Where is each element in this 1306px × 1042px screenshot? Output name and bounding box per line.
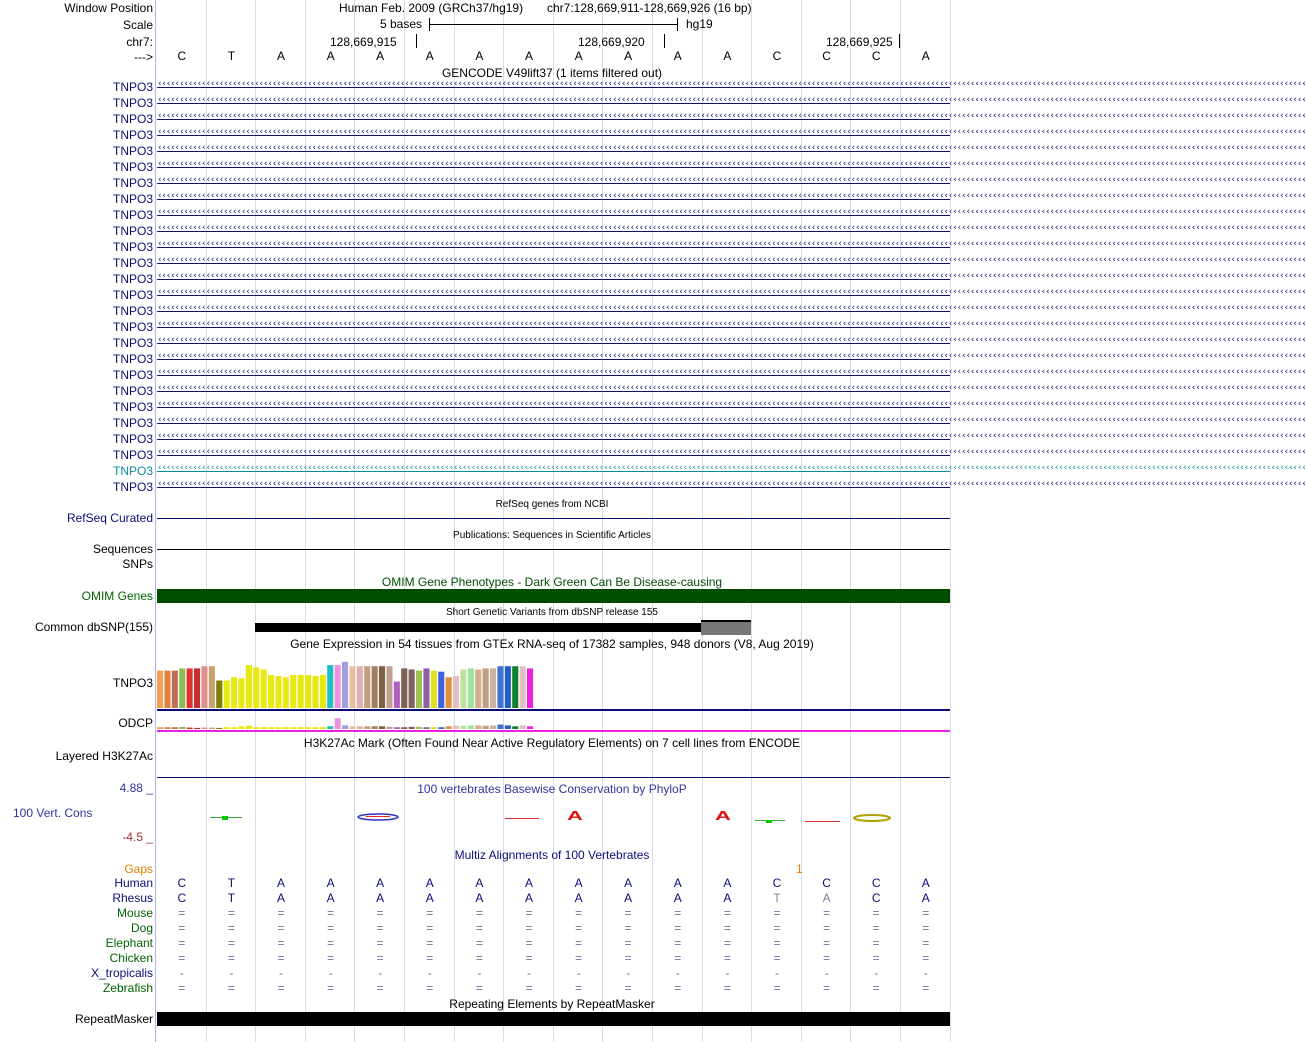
alignment-base: =: [525, 951, 533, 965]
dbsnp-track-title[interactable]: Short Genetic Variants from dbSNP release 155: [446, 607, 658, 618]
alignment-base: =: [475, 936, 483, 950]
alignment-base: =: [674, 981, 682, 995]
base-letter: C: [177, 49, 187, 63]
strand-arrows: ‹‹‹‹‹‹‹‹‹‹‹‹‹‹‹‹‹‹‹‹‹‹‹‹‹‹‹‹‹‹‹‹‹‹‹‹‹‹‹‹‹‹‹‹‹‹‹‹‹‹‹‹‹‹‹‹‹‹‹‹‹‹‹‹‹‹‹‹‹‹‹‹‹‹‹‹‹‹‹‹‹‹‹‹‹‹‹‹‹‹‹‹‹‹‹‹‹‹‹‹‹‹‹‹‹‹‹‹‹‹‹‹‹‹‹‹‹‹‹‹‹‹‹‹‹‹‹‹‹‹‹‹‹‹‹‹‹‹‹‹‹‹‹‹‹‹‹‹‹‹‹‹‹‹‹‹‹‹‹‹‹‹‹‹‹‹‹‹‹‹‹‹‹‹‹‹‹‹‹‹‹‹‹‹‹‹‹‹‹‹‹‹‹‹‹‹‹‹‹‹‹‹‹‹‹‹‹‹‹‹‹‹‹‹‹‹‹‹‹‹‹‹‹‹‹‹‹‹‹‹‹‹‹‹‹‹‹‹‹‹‹‹‹‹‹‹‹‹‹‹‹‹‹‹‹‹‹‹‹‹: [157, 143, 1306, 153]
strand-arrows: ‹‹‹‹‹‹‹‹‹‹‹‹‹‹‹‹‹‹‹‹‹‹‹‹‹‹‹‹‹‹‹‹‹‹‹‹‹‹‹‹‹‹‹‹‹‹‹‹‹‹‹‹‹‹‹‹‹‹‹‹‹‹‹‹‹‹‹‹‹‹‹‹‹‹‹‹‹‹‹‹‹‹‹‹‹‹‹‹‹‹‹‹‹‹‹‹‹‹‹‹‹‹‹‹‹‹‹‹‹‹‹‹‹‹‹‹‹‹‹‹‹‹‹‹‹‹‹‹‹‹‹‹‹‹‹‹‹‹‹‹‹‹‹‹‹‹‹‹‹‹‹‹‹‹‹‹‹‹‹‹‹‹‹‹‹‹‹‹‹‹‹‹‹‹‹‹‹‹‹‹‹‹‹‹‹‹‹‹‹‹‹‹‹‹‹‹‹‹‹‹‹‹‹‹‹‹‹‹‹‹‹‹‹‹‹‹‹‹‹‹‹‹‹‹‹‹‹‹‹‹‹‹‹‹‹‹‹‹‹‹‹‹‹‹‹‹‹‹‹‹‹‹‹‹‹‹‹‹‹‹: [157, 95, 1306, 105]
gencode-item-label[interactable]: TNPO3: [112, 480, 153, 494]
alignment-base: -: [427, 966, 432, 980]
dbsnp-track-label[interactable]: Common dbSNP(155): [34, 620, 153, 634]
alignment-base: =: [723, 906, 731, 920]
alignment-base: =: [277, 921, 285, 935]
alignment-base: =: [475, 951, 483, 965]
position-text: chr7:128,669,911-128,669,926 (16 bp): [547, 1, 752, 15]
strand-arrows: ‹‹‹‹‹‹‹‹‹‹‹‹‹‹‹‹‹‹‹‹‹‹‹‹‹‹‹‹‹‹‹‹‹‹‹‹‹‹‹‹‹‹‹‹‹‹‹‹‹‹‹‹‹‹‹‹‹‹‹‹‹‹‹‹‹‹‹‹‹‹‹‹‹‹‹‹‹‹‹‹‹‹‹‹‹‹‹‹‹‹‹‹‹‹‹‹‹‹‹‹‹‹‹‹‹‹‹‹‹‹‹‹‹‹‹‹‹‹‹‹‹‹‹‹‹‹‹‹‹‹‹‹‹‹‹‹‹‹‹‹‹‹‹‹‹‹‹‹‹‹‹‹‹‹‹‹‹‹‹‹‹‹‹‹‹‹‹‹‹‹‹‹‹‹‹‹‹‹‹‹‹‹‹‹‹‹‹‹‹‹‹‹‹‹‹‹‹‹‹‹‹‹‹‹‹‹‹‹‹‹‹‹‹‹‹‹‹‹‹‹‹‹‹‹‹‹‹‹‹‹‹‹‹‹‹‹‹‹‹‹‹‹‹‹‹‹‹‹‹‹‹‹‹‹‹‹‹‹‹‹: [157, 415, 1306, 425]
alignment-base: =: [922, 951, 930, 965]
alignment-base: =: [723, 936, 731, 950]
alignment-base: =: [327, 951, 335, 965]
alignment-base: A: [276, 876, 285, 890]
species-label[interactable]: Rhesus: [112, 891, 153, 905]
strand-arrows: ‹‹‹‹‹‹‹‹‹‹‹‹‹‹‹‹‹‹‹‹‹‹‹‹‹‹‹‹‹‹‹‹‹‹‹‹‹‹‹‹‹‹‹‹‹‹‹‹‹‹‹‹‹‹‹‹‹‹‹‹‹‹‹‹‹‹‹‹‹‹‹‹‹‹‹‹‹‹‹‹‹‹‹‹‹‹‹‹‹‹‹‹‹‹‹‹‹‹‹‹‹‹‹‹‹‹‹‹‹‹‹‹‹‹‹‹‹‹‹‹‹‹‹‹‹‹‹‹‹‹‹‹‹‹‹‹‹‹‹‹‹‹‹‹‹‹‹‹‹‹‹‹‹‹‹‹‹‹‹‹‹‹‹‹‹‹‹‹‹‹‹‹‹‹‹‹‹‹‹‹‹‹‹‹‹‹‹‹‹‹‹‹‹‹‹‹‹‹‹‹‹‹‹‹‹‹‹‹‹‹‹‹‹‹‹‹‹‹‹‹‹‹‹‹‹‹‹‹‹‹‹‹‹‹‹‹‹‹‹‹‹‹‹‹‹‹‹‹‹‹‹‹‹‹‹‹‹‹‹‹: [157, 207, 1306, 217]
gaps-label[interactable]: Gaps: [124, 862, 153, 876]
base-letter: A: [524, 49, 533, 63]
gencode-item-label[interactable]: TNPO3: [112, 320, 153, 334]
alignment-base: =: [426, 981, 434, 995]
h3k27ac-track-title[interactable]: H3K27Ac Mark (Often Found Near Active Regulatory Elements) on 7 cell lines from ENCODE: [303, 736, 801, 750]
alignment-base: =: [872, 981, 880, 995]
alignment-base: =: [475, 921, 483, 935]
alignment-base: =: [277, 951, 285, 965]
alignment-base: =: [426, 906, 434, 920]
phylop-logo-glyphs: [210, 808, 890, 823]
refseq-track-label[interactable]: RefSeq Curated: [66, 511, 153, 525]
alignment-base: =: [227, 906, 235, 920]
base-letter: A: [376, 49, 385, 63]
coord-tick-label: 128,669,915: [330, 35, 397, 49]
alignment-base: A: [425, 876, 434, 890]
svg-text:A: A: [715, 808, 731, 823]
assembly-title: Human Feb. 2009 (GRCh37/hg19): [339, 1, 524, 15]
alignment-base: =: [624, 936, 632, 950]
strand-arrows: ‹‹‹‹‹‹‹‹‹‹‹‹‹‹‹‹‹‹‹‹‹‹‹‹‹‹‹‹‹‹‹‹‹‹‹‹‹‹‹‹‹‹‹‹‹‹‹‹‹‹‹‹‹‹‹‹‹‹‹‹‹‹‹‹‹‹‹‹‹‹‹‹‹‹‹‹‹‹‹‹‹‹‹‹‹‹‹‹‹‹‹‹‹‹‹‹‹‹‹‹‹‹‹‹‹‹‹‹‹‹‹‹‹‹‹‹‹‹‹‹‹‹‹‹‹‹‹‹‹‹‹‹‹‹‹‹‹‹‹‹‹‹‹‹‹‹‹‹‹‹‹‹‹‹‹‹‹‹‹‹‹‹‹‹‹‹‹‹‹‹‹‹‹‹‹‹‹‹‹‹‹‹‹‹‹‹‹‹‹‹‹‹‹‹‹‹‹‹‹‹‹‹‹‹‹‹‹‹‹‹‹‹‹‹‹‹‹‹‹‹‹‹‹‹‹‹‹‹‹‹‹‹‹‹‹‹‹‹‹‹‹‹‹‹‹‹‹‹‹‹‹‹‹‹‹‹‹‹‹‹: [157, 111, 1306, 121]
alignment-base: =: [227, 951, 235, 965]
alignment-base: =: [178, 951, 186, 965]
alignment-base: -: [328, 966, 333, 980]
alignment-base: =: [475, 906, 483, 920]
gencode-item-label[interactable]: TNPO3: [112, 416, 153, 430]
alignment-base: A: [524, 876, 533, 890]
alignment-base: =: [426, 921, 434, 935]
alignment-base: A: [574, 876, 583, 890]
alignment-base: =: [227, 981, 235, 995]
species-label[interactable]: Elephant: [105, 936, 153, 950]
alignment-base: =: [922, 906, 930, 920]
gencode-item-label[interactable]: TNPO3: [112, 240, 153, 254]
phylop-min-label: -4.5 _: [122, 830, 153, 844]
alignment-base: C: [177, 876, 187, 890]
alignment-base: =: [277, 981, 285, 995]
gencode-item-label[interactable]: TNPO3: [112, 336, 153, 350]
gencode-item-label[interactable]: TNPO3: [112, 144, 153, 158]
chrom-label: chr7:: [126, 35, 153, 49]
alignment-base: =: [674, 936, 682, 950]
alignment-base: =: [773, 921, 781, 935]
alignment-base: A: [425, 891, 434, 905]
alignment-base: -: [923, 966, 928, 980]
alignment-base: A: [326, 891, 335, 905]
strand-arrows: ‹‹‹‹‹‹‹‹‹‹‹‹‹‹‹‹‹‹‹‹‹‹‹‹‹‹‹‹‹‹‹‹‹‹‹‹‹‹‹‹‹‹‹‹‹‹‹‹‹‹‹‹‹‹‹‹‹‹‹‹‹‹‹‹‹‹‹‹‹‹‹‹‹‹‹‹‹‹‹‹‹‹‹‹‹‹‹‹‹‹‹‹‹‹‹‹‹‹‹‹‹‹‹‹‹‹‹‹‹‹‹‹‹‹‹‹‹‹‹‹‹‹‹‹‹‹‹‹‹‹‹‹‹‹‹‹‹‹‹‹‹‹‹‹‹‹‹‹‹‹‹‹‹‹‹‹‹‹‹‹‹‹‹‹‹‹‹‹‹‹‹‹‹‹‹‹‹‹‹‹‹‹‹‹‹‹‹‹‹‹‹‹‹‹‹‹‹‹‹‹‹‹‹‹‹‹‹‹‹‹‹‹‹‹‹‹‹‹‹‹‹‹‹‹‹‹‹‹‹‹‹‹‹‹‹‹‹‹‹‹‹‹‹‹‹‹‹‹‹‹‹‹‹‹‹‹‹‹‹‹: [157, 319, 1306, 329]
alignment-base: -: [824, 966, 829, 980]
alignment-base: =: [674, 951, 682, 965]
alignment-base: =: [376, 981, 384, 995]
alignment-base: =: [773, 981, 781, 995]
gencode-item-label[interactable]: TNPO3: [112, 160, 153, 174]
alignment-base: =: [525, 906, 533, 920]
multiz-track-title[interactable]: Multiz Alignments of 100 Vertebrates: [454, 848, 650, 862]
strand-arrows: ‹‹‹‹‹‹‹‹‹‹‹‹‹‹‹‹‹‹‹‹‹‹‹‹‹‹‹‹‹‹‹‹‹‹‹‹‹‹‹‹‹‹‹‹‹‹‹‹‹‹‹‹‹‹‹‹‹‹‹‹‹‹‹‹‹‹‹‹‹‹‹‹‹‹‹‹‹‹‹‹‹‹‹‹‹‹‹‹‹‹‹‹‹‹‹‹‹‹‹‹‹‹‹‹‹‹‹‹‹‹‹‹‹‹‹‹‹‹‹‹‹‹‹‹‹‹‹‹‹‹‹‹‹‹‹‹‹‹‹‹‹‹‹‹‹‹‹‹‹‹‹‹‹‹‹‹‹‹‹‹‹‹‹‹‹‹‹‹‹‹‹‹‹‹‹‹‹‹‹‹‹‹‹‹‹‹‹‹‹‹‹‹‹‹‹‹‹‹‹‹‹‹‹‹‹‹‹‹‹‹‹‹‹‹‹‹‹‹‹‹‹‹‹‹‹‹‹‹‹‹‹‹‹‹‹‹‹‹‹‹‹‹‹‹‹‹‹‹‹‹‹‹‹‹‹‹‹‹‹‹: [157, 127, 1306, 137]
alignment-base: =: [525, 981, 533, 995]
base-letter: A: [475, 49, 484, 63]
strand-arrows: ‹‹‹‹‹‹‹‹‹‹‹‹‹‹‹‹‹‹‹‹‹‹‹‹‹‹‹‹‹‹‹‹‹‹‹‹‹‹‹‹‹‹‹‹‹‹‹‹‹‹‹‹‹‹‹‹‹‹‹‹‹‹‹‹‹‹‹‹‹‹‹‹‹‹‹‹‹‹‹‹‹‹‹‹‹‹‹‹‹‹‹‹‹‹‹‹‹‹‹‹‹‹‹‹‹‹‹‹‹‹‹‹‹‹‹‹‹‹‹‹‹‹‹‹‹‹‹‹‹‹‹‹‹‹‹‹‹‹‹‹‹‹‹‹‹‹‹‹‹‹‹‹‹‹‹‹‹‹‹‹‹‹‹‹‹‹‹‹‹‹‹‹‹‹‹‹‹‹‹‹‹‹‹‹‹‹‹‹‹‹‹‹‹‹‹‹‹‹‹‹‹‹‹‹‹‹‹‹‹‹‹‹‹‹‹‹‹‹‹‹‹‹‹‹‹‹‹‹‹‹‹‹‹‹‹‹‹‹‹‹‹‹‹‹‹‹‹‹‹‹‹‹‹‹‹‹‹‹‹‹: [157, 79, 1306, 89]
coord-tick-label: 128,669,920: [578, 35, 645, 49]
alignment-base: A: [624, 891, 633, 905]
strand-arrows: ‹‹‹‹‹‹‹‹‹‹‹‹‹‹‹‹‹‹‹‹‹‹‹‹‹‹‹‹‹‹‹‹‹‹‹‹‹‹‹‹‹‹‹‹‹‹‹‹‹‹‹‹‹‹‹‹‹‹‹‹‹‹‹‹‹‹‹‹‹‹‹‹‹‹‹‹‹‹‹‹‹‹‹‹‹‹‹‹‹‹‹‹‹‹‹‹‹‹‹‹‹‹‹‹‹‹‹‹‹‹‹‹‹‹‹‹‹‹‹‹‹‹‹‹‹‹‹‹‹‹‹‹‹‹‹‹‹‹‹‹‹‹‹‹‹‹‹‹‹‹‹‹‹‹‹‹‹‹‹‹‹‹‹‹‹‹‹‹‹‹‹‹‹‹‹‹‹‹‹‹‹‹‹‹‹‹‹‹‹‹‹‹‹‹‹‹‹‹‹‹‹‹‹‹‹‹‹‹‹‹‹‹‹‹‹‹‹‹‹‹‹‹‹‹‹‹‹‹‹‹‹‹‹‹‹‹‹‹‹‹‹‹‹‹‹‹‹‹‹‹‹‹‹‹‹‹‹‹‹‹: [157, 351, 1306, 361]
alignment-base: =: [773, 906, 781, 920]
alignment-base: =: [872, 906, 880, 920]
species-label[interactable]: Mouse: [116, 906, 153, 920]
alignment-base: A: [673, 876, 682, 890]
db-label: hg19: [686, 17, 713, 31]
alignment-base: -: [626, 966, 631, 980]
alignment-base: =: [773, 951, 781, 965]
alignment-base: A: [326, 876, 335, 890]
alignment-base: =: [872, 951, 880, 965]
gencode-item-label[interactable]: TNPO3: [112, 464, 153, 478]
alignment-base: =: [872, 921, 880, 935]
alignment-base: =: [674, 921, 682, 935]
alignment-base: =: [475, 981, 483, 995]
alignment-base: C: [871, 891, 881, 905]
alignment-base: =: [376, 906, 384, 920]
alignment-base: =: [327, 921, 335, 935]
alignment-base: =: [376, 921, 384, 935]
alignment-base: =: [872, 936, 880, 950]
alignment-base: =: [327, 936, 335, 950]
gencode-item-label[interactable]: TNPO3: [112, 192, 153, 206]
strand-arrows: ‹‹‹‹‹‹‹‹‹‹‹‹‹‹‹‹‹‹‹‹‹‹‹‹‹‹‹‹‹‹‹‹‹‹‹‹‹‹‹‹‹‹‹‹‹‹‹‹‹‹‹‹‹‹‹‹‹‹‹‹‹‹‹‹‹‹‹‹‹‹‹‹‹‹‹‹‹‹‹‹‹‹‹‹‹‹‹‹‹‹‹‹‹‹‹‹‹‹‹‹‹‹‹‹‹‹‹‹‹‹‹‹‹‹‹‹‹‹‹‹‹‹‹‹‹‹‹‹‹‹‹‹‹‹‹‹‹‹‹‹‹‹‹‹‹‹‹‹‹‹‹‹‹‹‹‹‹‹‹‹‹‹‹‹‹‹‹‹‹‹‹‹‹‹‹‹‹‹‹‹‹‹‹‹‹‹‹‹‹‹‹‹‹‹‹‹‹‹‹‹‹‹‹‹‹‹‹‹‹‹‹‹‹‹‹‹‹‹‹‹‹‹‹‹‹‹‹‹‹‹‹‹‹‹‹‹‹‹‹‹‹‹‹‹‹‹‹‹‹‹‹‹‹‹‹‹‹‹‹‹: [157, 479, 1306, 489]
scale-label: Scale: [122, 18, 153, 32]
strand-arrows: ‹‹‹‹‹‹‹‹‹‹‹‹‹‹‹‹‹‹‹‹‹‹‹‹‹‹‹‹‹‹‹‹‹‹‹‹‹‹‹‹‹‹‹‹‹‹‹‹‹‹‹‹‹‹‹‹‹‹‹‹‹‹‹‹‹‹‹‹‹‹‹‹‹‹‹‹‹‹‹‹‹‹‹‹‹‹‹‹‹‹‹‹‹‹‹‹‹‹‹‹‹‹‹‹‹‹‹‹‹‹‹‹‹‹‹‹‹‹‹‹‹‹‹‹‹‹‹‹‹‹‹‹‹‹‹‹‹‹‹‹‹‹‹‹‹‹‹‹‹‹‹‹‹‹‹‹‹‹‹‹‹‹‹‹‹‹‹‹‹‹‹‹‹‹‹‹‹‹‹‹‹‹‹‹‹‹‹‹‹‹‹‹‹‹‹‹‹‹‹‹‹‹‹‹‹‹‹‹‹‹‹‹‹‹‹‹‹‹‹‹‹‹‹‹‹‹‹‹‹‹‹‹‹‹‹‹‹‹‹‹‹‹‹‹‹‹‹‹‹‹‹‹‹‹‹‹‹‹‹‹: [157, 255, 1306, 265]
base-letter: C: [822, 49, 831, 63]
alignment-base: -: [477, 966, 482, 980]
alignment-base: =: [426, 936, 434, 950]
base-letter: A: [425, 49, 434, 63]
alignment-base: =: [178, 906, 186, 920]
omim-track-title[interactable]: OMIM Gene Phenotypes - Dark Green Can Be Disease-causing: [381, 575, 723, 589]
scale-text: 5 bases: [380, 17, 423, 31]
repeatmasker-track-title[interactable]: Repeating Elements by RepeatMasker: [449, 997, 655, 1011]
strand-arrows: ‹‹‹‹‹‹‹‹‹‹‹‹‹‹‹‹‹‹‹‹‹‹‹‹‹‹‹‹‹‹‹‹‹‹‹‹‹‹‹‹‹‹‹‹‹‹‹‹‹‹‹‹‹‹‹‹‹‹‹‹‹‹‹‹‹‹‹‹‹‹‹‹‹‹‹‹‹‹‹‹‹‹‹‹‹‹‹‹‹‹‹‹‹‹‹‹‹‹‹‹‹‹‹‹‹‹‹‹‹‹‹‹‹‹‹‹‹‹‹‹‹‹‹‹‹‹‹‹‹‹‹‹‹‹‹‹‹‹‹‹‹‹‹‹‹‹‹‹‹‹‹‹‹‹‹‹‹‹‹‹‹‹‹‹‹‹‹‹‹‹‹‹‹‹‹‹‹‹‹‹‹‹‹‹‹‹‹‹‹‹‹‹‹‹‹‹‹‹‹‹‹‹‹‹‹‹‹‹‹‹‹‹‹‹‹‹‹‹‹‹‹‹‹‹‹‹‹‹‹‹‹‹‹‹‹‹‹‹‹‹‹‹‹‹‹‹‹‹‹‹‹‹‹‹‹‹‹‹‹‹: [157, 159, 1306, 169]
alignment-base: A: [921, 891, 930, 905]
base-letter: A: [276, 49, 285, 63]
grid-line: [950, 0, 951, 1042]
svg-text:A: A: [567, 808, 583, 823]
gencode-item-label[interactable]: TNPO3: [112, 256, 153, 270]
alignment-base: =: [525, 936, 533, 950]
alignment-base: =: [178, 981, 186, 995]
strand-arrows: ‹‹‹‹‹‹‹‹‹‹‹‹‹‹‹‹‹‹‹‹‹‹‹‹‹‹‹‹‹‹‹‹‹‹‹‹‹‹‹‹‹‹‹‹‹‹‹‹‹‹‹‹‹‹‹‹‹‹‹‹‹‹‹‹‹‹‹‹‹‹‹‹‹‹‹‹‹‹‹‹‹‹‹‹‹‹‹‹‹‹‹‹‹‹‹‹‹‹‹‹‹‹‹‹‹‹‹‹‹‹‹‹‹‹‹‹‹‹‹‹‹‹‹‹‹‹‹‹‹‹‹‹‹‹‹‹‹‹‹‹‹‹‹‹‹‹‹‹‹‹‹‹‹‹‹‹‹‹‹‹‹‹‹‹‹‹‹‹‹‹‹‹‹‹‹‹‹‹‹‹‹‹‹‹‹‹‹‹‹‹‹‹‹‹‹‹‹‹‹‹‹‹‹‹‹‹‹‹‹‹‹‹‹‹‹‹‹‹‹‹‹‹‹‹‹‹‹‹‹‹‹‹‹‹‹‹‹‹‹‹‹‹‹‹‹‹‹‹‹‹‹‹‹‹‹‹‹‹‹‹: [157, 383, 1306, 393]
alignment-base: -: [229, 966, 234, 980]
base-letter: A: [921, 49, 930, 63]
alignment-base: =: [624, 906, 632, 920]
alignment-base: =: [376, 936, 384, 950]
window-position-label: Window Position: [64, 1, 153, 15]
sequences-track-label[interactable]: Sequences: [92, 542, 153, 556]
species-label[interactable]: Human: [114, 876, 153, 890]
alignment-base: =: [575, 951, 583, 965]
alignment-base: A: [822, 891, 831, 905]
gencode-item-label[interactable]: TNPO3: [112, 224, 153, 238]
repeatmasker-bar[interactable]: [157, 1012, 950, 1026]
gap-marker: 1: [796, 862, 803, 876]
alignment-base: =: [327, 981, 335, 995]
alignment-base: =: [823, 951, 831, 965]
gencode-item-label[interactable]: TNPO3: [112, 208, 153, 222]
alignment-base: C: [177, 891, 187, 905]
alignment-base: =: [575, 921, 583, 935]
alignment-base: =: [624, 981, 632, 995]
gencode-item-label[interactable]: TNPO3: [112, 432, 153, 446]
gencode-item-label[interactable]: TNPO3: [112, 368, 153, 382]
alignment-base: =: [922, 936, 930, 950]
gencode-item-label[interactable]: TNPO3: [112, 400, 153, 414]
strand-arrows: ‹‹‹‹‹‹‹‹‹‹‹‹‹‹‹‹‹‹‹‹‹‹‹‹‹‹‹‹‹‹‹‹‹‹‹‹‹‹‹‹‹‹‹‹‹‹‹‹‹‹‹‹‹‹‹‹‹‹‹‹‹‹‹‹‹‹‹‹‹‹‹‹‹‹‹‹‹‹‹‹‹‹‹‹‹‹‹‹‹‹‹‹‹‹‹‹‹‹‹‹‹‹‹‹‹‹‹‹‹‹‹‹‹‹‹‹‹‹‹‹‹‹‹‹‹‹‹‹‹‹‹‹‹‹‹‹‹‹‹‹‹‹‹‹‹‹‹‹‹‹‹‹‹‹‹‹‹‹‹‹‹‹‹‹‹‹‹‹‹‹‹‹‹‹‹‹‹‹‹‹‹‹‹‹‹‹‹‹‹‹‹‹‹‹‹‹‹‹‹‹‹‹‹‹‹‹‹‹‹‹‹‹‹‹‹‹‹‹‹‹‹‹‹‹‹‹‹‹‹‹‹‹‹‹‹‹‹‹‹‹‹‹‹‹‹‹‹‹‹‹‹‹‹‹‹‹‹‹‹‹: [157, 239, 1306, 249]
base-letter: C: [871, 49, 881, 63]
strand-arrows: ‹‹‹‹‹‹‹‹‹‹‹‹‹‹‹‹‹‹‹‹‹‹‹‹‹‹‹‹‹‹‹‹‹‹‹‹‹‹‹‹‹‹‹‹‹‹‹‹‹‹‹‹‹‹‹‹‹‹‹‹‹‹‹‹‹‹‹‹‹‹‹‹‹‹‹‹‹‹‹‹‹‹‹‹‹‹‹‹‹‹‹‹‹‹‹‹‹‹‹‹‹‹‹‹‹‹‹‹‹‹‹‹‹‹‹‹‹‹‹‹‹‹‹‹‹‹‹‹‹‹‹‹‹‹‹‹‹‹‹‹‹‹‹‹‹‹‹‹‹‹‹‹‹‹‹‹‹‹‹‹‹‹‹‹‹‹‹‹‹‹‹‹‹‹‹‹‹‹‹‹‹‹‹‹‹‹‹‹‹‹‹‹‹‹‹‹‹‹‹‹‹‹‹‹‹‹‹‹‹‹‹‹‹‹‹‹‹‹‹‹‹‹‹‹‹‹‹‹‹‹‹‹‹‹‹‹‹‹‹‹‹‹‹‹‹‹‹‹‹‹‹‹‹‹‹‹‹‹‹‹: [157, 223, 1306, 233]
alignment-base: =: [575, 981, 583, 995]
gencode-item-label[interactable]: TNPO3: [112, 112, 153, 126]
alignment-base: =: [773, 936, 781, 950]
gencode-item-label[interactable]: TNPO3: [112, 80, 153, 94]
alignment-base: =: [327, 906, 335, 920]
gencode-track-title[interactable]: GENCODE V49lift37 (1 items filtered out): [441, 66, 663, 80]
alignment-base: =: [376, 951, 384, 965]
alignment-base: =: [823, 906, 831, 920]
alignment-base: C: [772, 876, 782, 890]
alignment-base: =: [922, 981, 930, 995]
alignment-base: =: [723, 921, 731, 935]
alignment-base: =: [624, 921, 632, 935]
strand-arrows: ‹‹‹‹‹‹‹‹‹‹‹‹‹‹‹‹‹‹‹‹‹‹‹‹‹‹‹‹‹‹‹‹‹‹‹‹‹‹‹‹‹‹‹‹‹‹‹‹‹‹‹‹‹‹‹‹‹‹‹‹‹‹‹‹‹‹‹‹‹‹‹‹‹‹‹‹‹‹‹‹‹‹‹‹‹‹‹‹‹‹‹‹‹‹‹‹‹‹‹‹‹‹‹‹‹‹‹‹‹‹‹‹‹‹‹‹‹‹‹‹‹‹‹‹‹‹‹‹‹‹‹‹‹‹‹‹‹‹‹‹‹‹‹‹‹‹‹‹‹‹‹‹‹‹‹‹‹‹‹‹‹‹‹‹‹‹‹‹‹‹‹‹‹‹‹‹‹‹‹‹‹‹‹‹‹‹‹‹‹‹‹‹‹‹‹‹‹‹‹‹‹‹‹‹‹‹‹‹‹‹‹‹‹‹‹‹‹‹‹‹‹‹‹‹‹‹‹‹‹‹‹‹‹‹‹‹‹‹‹‹‹‹‹‹‹‹‹‹‹‹‹‹‹‹‹‹‹‹‹‹: [157, 447, 1306, 457]
repeatmasker-track-label[interactable]: RepeatMasker: [74, 1012, 153, 1026]
alignment-base: =: [277, 936, 285, 950]
alignment-base: =: [723, 951, 731, 965]
refseq-track-title[interactable]: RefSeq genes from NCBI: [495, 499, 609, 510]
alignment-base: A: [376, 876, 385, 890]
strand-arrows: ‹‹‹‹‹‹‹‹‹‹‹‹‹‹‹‹‹‹‹‹‹‹‹‹‹‹‹‹‹‹‹‹‹‹‹‹‹‹‹‹‹‹‹‹‹‹‹‹‹‹‹‹‹‹‹‹‹‹‹‹‹‹‹‹‹‹‹‹‹‹‹‹‹‹‹‹‹‹‹‹‹‹‹‹‹‹‹‹‹‹‹‹‹‹‹‹‹‹‹‹‹‹‹‹‹‹‹‹‹‹‹‹‹‹‹‹‹‹‹‹‹‹‹‹‹‹‹‹‹‹‹‹‹‹‹‹‹‹‹‹‹‹‹‹‹‹‹‹‹‹‹‹‹‹‹‹‹‹‹‹‹‹‹‹‹‹‹‹‹‹‹‹‹‹‹‹‹‹‹‹‹‹‹‹‹‹‹‹‹‹‹‹‹‹‹‹‹‹‹‹‹‹‹‹‹‹‹‹‹‹‹‹‹‹‹‹‹‹‹‹‹‹‹‹‹‹‹‹‹‹‹‹‹‹‹‹‹‹‹‹‹‹‹‹‹‹‹‹‹‹‹‹‹‹‹‹‹‹‹‹: [157, 463, 1306, 473]
alignment-base: C: [871, 876, 881, 890]
alignment-base: A: [475, 891, 484, 905]
gencode-item-label[interactable]: TNPO3: [112, 384, 153, 398]
base-letter: A: [673, 49, 682, 63]
alignment-base: =: [227, 921, 235, 935]
alignment-base: -: [775, 966, 779, 980]
alignment-base: -: [378, 966, 383, 980]
alignment-base: T: [227, 891, 236, 905]
base-letter: A: [624, 49, 633, 63]
alignment-base: A: [624, 876, 633, 890]
phylop-max-label: 4.88 _: [119, 781, 153, 795]
coord-tick-label: 128,669,925: [826, 35, 893, 49]
species-label[interactable]: Dog: [130, 921, 153, 935]
strand-label: --->: [134, 50, 153, 64]
alignment-base: A: [475, 876, 484, 890]
alignment-base: A: [276, 891, 285, 905]
alignment-base: =: [575, 936, 583, 950]
alignment-base: A: [524, 891, 533, 905]
species-label[interactable]: Zebrafish: [102, 981, 153, 995]
alignment-base: =: [823, 981, 831, 995]
alignment-base: =: [922, 921, 930, 935]
gencode-item-label[interactable]: TNPO3: [112, 448, 153, 462]
strand-arrows: ‹‹‹‹‹‹‹‹‹‹‹‹‹‹‹‹‹‹‹‹‹‹‹‹‹‹‹‹‹‹‹‹‹‹‹‹‹‹‹‹‹‹‹‹‹‹‹‹‹‹‹‹‹‹‹‹‹‹‹‹‹‹‹‹‹‹‹‹‹‹‹‹‹‹‹‹‹‹‹‹‹‹‹‹‹‹‹‹‹‹‹‹‹‹‹‹‹‹‹‹‹‹‹‹‹‹‹‹‹‹‹‹‹‹‹‹‹‹‹‹‹‹‹‹‹‹‹‹‹‹‹‹‹‹‹‹‹‹‹‹‹‹‹‹‹‹‹‹‹‹‹‹‹‹‹‹‹‹‹‹‹‹‹‹‹‹‹‹‹‹‹‹‹‹‹‹‹‹‹‹‹‹‹‹‹‹‹‹‹‹‹‹‹‹‹‹‹‹‹‹‹‹‹‹‹‹‹‹‹‹‹‹‹‹‹‹‹‹‹‹‹‹‹‹‹‹‹‹‹‹‹‹‹‹‹‹‹‹‹‹‹‹‹‹‹‹‹‹‹‹‹‹‹‹‹‹‹‹‹‹: [157, 287, 1306, 297]
base-letter: A: [326, 49, 335, 63]
species-label[interactable]: X_tropicalis: [90, 966, 153, 980]
gencode-item-label[interactable]: TNPO3: [112, 272, 153, 286]
base-letter: T: [227, 49, 236, 63]
alignment-base: -: [279, 966, 283, 980]
gencode-item-label[interactable]: TNPO3: [112, 304, 153, 318]
alignment-base: A: [574, 891, 583, 905]
alignment-base: -: [874, 966, 879, 980]
alignment-base: -: [576, 966, 581, 980]
phylop-track-label[interactable]: 100 Vert. Cons: [13, 806, 93, 820]
gtex-gene-label-tnpo3[interactable]: TNPO3: [112, 676, 153, 690]
strand-arrows: ‹‹‹‹‹‹‹‹‹‹‹‹‹‹‹‹‹‹‹‹‹‹‹‹‹‹‹‹‹‹‹‹‹‹‹‹‹‹‹‹‹‹‹‹‹‹‹‹‹‹‹‹‹‹‹‹‹‹‹‹‹‹‹‹‹‹‹‹‹‹‹‹‹‹‹‹‹‹‹‹‹‹‹‹‹‹‹‹‹‹‹‹‹‹‹‹‹‹‹‹‹‹‹‹‹‹‹‹‹‹‹‹‹‹‹‹‹‹‹‹‹‹‹‹‹‹‹‹‹‹‹‹‹‹‹‹‹‹‹‹‹‹‹‹‹‹‹‹‹‹‹‹‹‹‹‹‹‹‹‹‹‹‹‹‹‹‹‹‹‹‹‹‹‹‹‹‹‹‹‹‹‹‹‹‹‹‹‹‹‹‹‹‹‹‹‹‹‹‹‹‹‹‹‹‹‹‹‹‹‹‹‹‹‹‹‹‹‹‹‹‹‹‹‹‹‹‹‹‹‹‹‹‹‹‹‹‹‹‹‹‹‹‹‹‹‹‹‹‹‹‹‹‹‹‹‹‹‹‹‹: [157, 335, 1306, 345]
strand-arrows: ‹‹‹‹‹‹‹‹‹‹‹‹‹‹‹‹‹‹‹‹‹‹‹‹‹‹‹‹‹‹‹‹‹‹‹‹‹‹‹‹‹‹‹‹‹‹‹‹‹‹‹‹‹‹‹‹‹‹‹‹‹‹‹‹‹‹‹‹‹‹‹‹‹‹‹‹‹‹‹‹‹‹‹‹‹‹‹‹‹‹‹‹‹‹‹‹‹‹‹‹‹‹‹‹‹‹‹‹‹‹‹‹‹‹‹‹‹‹‹‹‹‹‹‹‹‹‹‹‹‹‹‹‹‹‹‹‹‹‹‹‹‹‹‹‹‹‹‹‹‹‹‹‹‹‹‹‹‹‹‹‹‹‹‹‹‹‹‹‹‹‹‹‹‹‹‹‹‹‹‹‹‹‹‹‹‹‹‹‹‹‹‹‹‹‹‹‹‹‹‹‹‹‹‹‹‹‹‹‹‹‹‹‹‹‹‹‹‹‹‹‹‹‹‹‹‹‹‹‹‹‹‹‹‹‹‹‹‹‹‹‹‹‹‹‹‹‹‹‹‹‹‹‹‹‹‹‹‹‹‹: [157, 271, 1306, 281]
gtex-track-title[interactable]: Gene Expression in 54 tissues from GTEx RNA-seq of 17382 samples, 948 donors (V8, Aug 2019): [290, 637, 814, 651]
alignment-base: A: [376, 891, 385, 905]
strand-arrows: ‹‹‹‹‹‹‹‹‹‹‹‹‹‹‹‹‹‹‹‹‹‹‹‹‹‹‹‹‹‹‹‹‹‹‹‹‹‹‹‹‹‹‹‹‹‹‹‹‹‹‹‹‹‹‹‹‹‹‹‹‹‹‹‹‹‹‹‹‹‹‹‹‹‹‹‹‹‹‹‹‹‹‹‹‹‹‹‹‹‹‹‹‹‹‹‹‹‹‹‹‹‹‹‹‹‹‹‹‹‹‹‹‹‹‹‹‹‹‹‹‹‹‹‹‹‹‹‹‹‹‹‹‹‹‹‹‹‹‹‹‹‹‹‹‹‹‹‹‹‹‹‹‹‹‹‹‹‹‹‹‹‹‹‹‹‹‹‹‹‹‹‹‹‹‹‹‹‹‹‹‹‹‹‹‹‹‹‹‹‹‹‹‹‹‹‹‹‹‹‹‹‹‹‹‹‹‹‹‹‹‹‹‹‹‹‹‹‹‹‹‹‹‹‹‹‹‹‹‹‹‹‹‹‹‹‹‹‹‹‹‹‹‹‹‹‹‹‹‹‹‹‹‹‹‹‹‹‹‹‹: [157, 303, 1306, 313]
species-label[interactable]: Chicken: [109, 951, 153, 965]
alignment-base: =: [525, 921, 533, 935]
strand-arrows: ‹‹‹‹‹‹‹‹‹‹‹‹‹‹‹‹‹‹‹‹‹‹‹‹‹‹‹‹‹‹‹‹‹‹‹‹‹‹‹‹‹‹‹‹‹‹‹‹‹‹‹‹‹‹‹‹‹‹‹‹‹‹‹‹‹‹‹‹‹‹‹‹‹‹‹‹‹‹‹‹‹‹‹‹‹‹‹‹‹‹‹‹‹‹‹‹‹‹‹‹‹‹‹‹‹‹‹‹‹‹‹‹‹‹‹‹‹‹‹‹‹‹‹‹‹‹‹‹‹‹‹‹‹‹‹‹‹‹‹‹‹‹‹‹‹‹‹‹‹‹‹‹‹‹‹‹‹‹‹‹‹‹‹‹‹‹‹‹‹‹‹‹‹‹‹‹‹‹‹‹‹‹‹‹‹‹‹‹‹‹‹‹‹‹‹‹‹‹‹‹‹‹‹‹‹‹‹‹‹‹‹‹‹‹‹‹‹‹‹‹‹‹‹‹‹‹‹‹‹‹‹‹‹‹‹‹‹‹‹‹‹‹‹‹‹‹‹‹‹‹‹‹‹‹‹‹‹‹‹‹: [157, 431, 1306, 441]
alignment-base: -: [725, 966, 730, 980]
alignment-base: =: [426, 951, 434, 965]
alignment-base: =: [575, 906, 583, 920]
gencode-item-label[interactable]: TNPO3: [112, 352, 153, 366]
base-letter: A: [723, 49, 732, 63]
alignment-base: =: [624, 951, 632, 965]
gtex-gene-label-odcp[interactable]: ODCP: [118, 716, 153, 730]
alignment-base: =: [823, 936, 831, 950]
alignment-base: -: [675, 966, 680, 980]
alignment-base: =: [277, 906, 285, 920]
strand-arrows: ‹‹‹‹‹‹‹‹‹‹‹‹‹‹‹‹‹‹‹‹‹‹‹‹‹‹‹‹‹‹‹‹‹‹‹‹‹‹‹‹‹‹‹‹‹‹‹‹‹‹‹‹‹‹‹‹‹‹‹‹‹‹‹‹‹‹‹‹‹‹‹‹‹‹‹‹‹‹‹‹‹‹‹‹‹‹‹‹‹‹‹‹‹‹‹‹‹‹‹‹‹‹‹‹‹‹‹‹‹‹‹‹‹‹‹‹‹‹‹‹‹‹‹‹‹‹‹‹‹‹‹‹‹‹‹‹‹‹‹‹‹‹‹‹‹‹‹‹‹‹‹‹‹‹‹‹‹‹‹‹‹‹‹‹‹‹‹‹‹‹‹‹‹‹‹‹‹‹‹‹‹‹‹‹‹‹‹‹‹‹‹‹‹‹‹‹‹‹‹‹‹‹‹‹‹‹‹‹‹‹‹‹‹‹‹‹‹‹‹‹‹‹‹‹‹‹‹‹‹‹‹‹‹‹‹‹‹‹‹‹‹‹‹‹‹‹‹‹‹‹‹‹‹‹‹‹‹‹‹‹: [157, 399, 1306, 409]
gencode-item-label[interactable]: TNPO3: [112, 128, 153, 142]
alignment-base: A: [723, 891, 732, 905]
base-letter: C: [772, 49, 782, 63]
gencode-item-label[interactable]: TNPO3: [112, 96, 153, 110]
alignment-base: =: [823, 921, 831, 935]
alignment-base: T: [773, 891, 781, 905]
alignment-base: -: [527, 966, 531, 980]
alignment-base: =: [674, 906, 682, 920]
strand-arrows: ‹‹‹‹‹‹‹‹‹‹‹‹‹‹‹‹‹‹‹‹‹‹‹‹‹‹‹‹‹‹‹‹‹‹‹‹‹‹‹‹‹‹‹‹‹‹‹‹‹‹‹‹‹‹‹‹‹‹‹‹‹‹‹‹‹‹‹‹‹‹‹‹‹‹‹‹‹‹‹‹‹‹‹‹‹‹‹‹‹‹‹‹‹‹‹‹‹‹‹‹‹‹‹‹‹‹‹‹‹‹‹‹‹‹‹‹‹‹‹‹‹‹‹‹‹‹‹‹‹‹‹‹‹‹‹‹‹‹‹‹‹‹‹‹‹‹‹‹‹‹‹‹‹‹‹‹‹‹‹‹‹‹‹‹‹‹‹‹‹‹‹‹‹‹‹‹‹‹‹‹‹‹‹‹‹‹‹‹‹‹‹‹‹‹‹‹‹‹‹‹‹‹‹‹‹‹‹‹‹‹‹‹‹‹‹‹‹‹‹‹‹‹‹‹‹‹‹‹‹‹‹‹‹‹‹‹‹‹‹‹‹‹‹‹‹‹‹‹‹‹‹‹‹‹‹‹‹‹‹‹: [157, 191, 1306, 201]
alignment-base: A: [723, 876, 732, 890]
alignment-base: =: [723, 981, 731, 995]
strand-arrows: ‹‹‹‹‹‹‹‹‹‹‹‹‹‹‹‹‹‹‹‹‹‹‹‹‹‹‹‹‹‹‹‹‹‹‹‹‹‹‹‹‹‹‹‹‹‹‹‹‹‹‹‹‹‹‹‹‹‹‹‹‹‹‹‹‹‹‹‹‹‹‹‹‹‹‹‹‹‹‹‹‹‹‹‹‹‹‹‹‹‹‹‹‹‹‹‹‹‹‹‹‹‹‹‹‹‹‹‹‹‹‹‹‹‹‹‹‹‹‹‹‹‹‹‹‹‹‹‹‹‹‹‹‹‹‹‹‹‹‹‹‹‹‹‹‹‹‹‹‹‹‹‹‹‹‹‹‹‹‹‹‹‹‹‹‹‹‹‹‹‹‹‹‹‹‹‹‹‹‹‹‹‹‹‹‹‹‹‹‹‹‹‹‹‹‹‹‹‹‹‹‹‹‹‹‹‹‹‹‹‹‹‹‹‹‹‹‹‹‹‹‹‹‹‹‹‹‹‹‹‹‹‹‹‹‹‹‹‹‹‹‹‹‹‹‹‹‹‹‹‹‹‹‹‹‹‹‹‹‹‹: [157, 175, 1306, 185]
alignment-base: =: [178, 921, 186, 935]
gencode-item-label[interactable]: TNPO3: [112, 288, 153, 302]
alignment-base: A: [921, 876, 930, 890]
alignment-base: T: [227, 876, 236, 890]
omim-track-label[interactable]: OMIM Genes: [81, 589, 153, 603]
snps-track-label[interactable]: SNPs: [122, 557, 153, 571]
h3k27ac-track-label[interactable]: Layered H3K27Ac: [55, 749, 153, 763]
alignment-base: =: [178, 936, 186, 950]
strand-arrows: ‹‹‹‹‹‹‹‹‹‹‹‹‹‹‹‹‹‹‹‹‹‹‹‹‹‹‹‹‹‹‹‹‹‹‹‹‹‹‹‹‹‹‹‹‹‹‹‹‹‹‹‹‹‹‹‹‹‹‹‹‹‹‹‹‹‹‹‹‹‹‹‹‹‹‹‹‹‹‹‹‹‹‹‹‹‹‹‹‹‹‹‹‹‹‹‹‹‹‹‹‹‹‹‹‹‹‹‹‹‹‹‹‹‹‹‹‹‹‹‹‹‹‹‹‹‹‹‹‹‹‹‹‹‹‹‹‹‹‹‹‹‹‹‹‹‹‹‹‹‹‹‹‹‹‹‹‹‹‹‹‹‹‹‹‹‹‹‹‹‹‹‹‹‹‹‹‹‹‹‹‹‹‹‹‹‹‹‹‹‹‹‹‹‹‹‹‹‹‹‹‹‹‹‹‹‹‹‹‹‹‹‹‹‹‹‹‹‹‹‹‹‹‹‹‹‹‹‹‹‹‹‹‹‹‹‹‹‹‹‹‹‹‹‹‹‹‹‹‹‹‹‹‹‹‹‹‹‹‹‹: [157, 367, 1306, 377]
publications-track-title[interactable]: Publications: Sequences in Scientific Articles: [453, 530, 651, 541]
alignment-base: C: [822, 876, 831, 890]
gencode-item-label[interactable]: TNPO3: [112, 176, 153, 190]
alignment-base: =: [227, 936, 235, 950]
alignment-base: -: [179, 966, 184, 980]
alignment-base: A: [673, 891, 682, 905]
phylop-track-title[interactable]: 100 vertebrates Basewise Conservation by PhyloP: [417, 782, 687, 796]
base-letter: A: [574, 49, 583, 63]
